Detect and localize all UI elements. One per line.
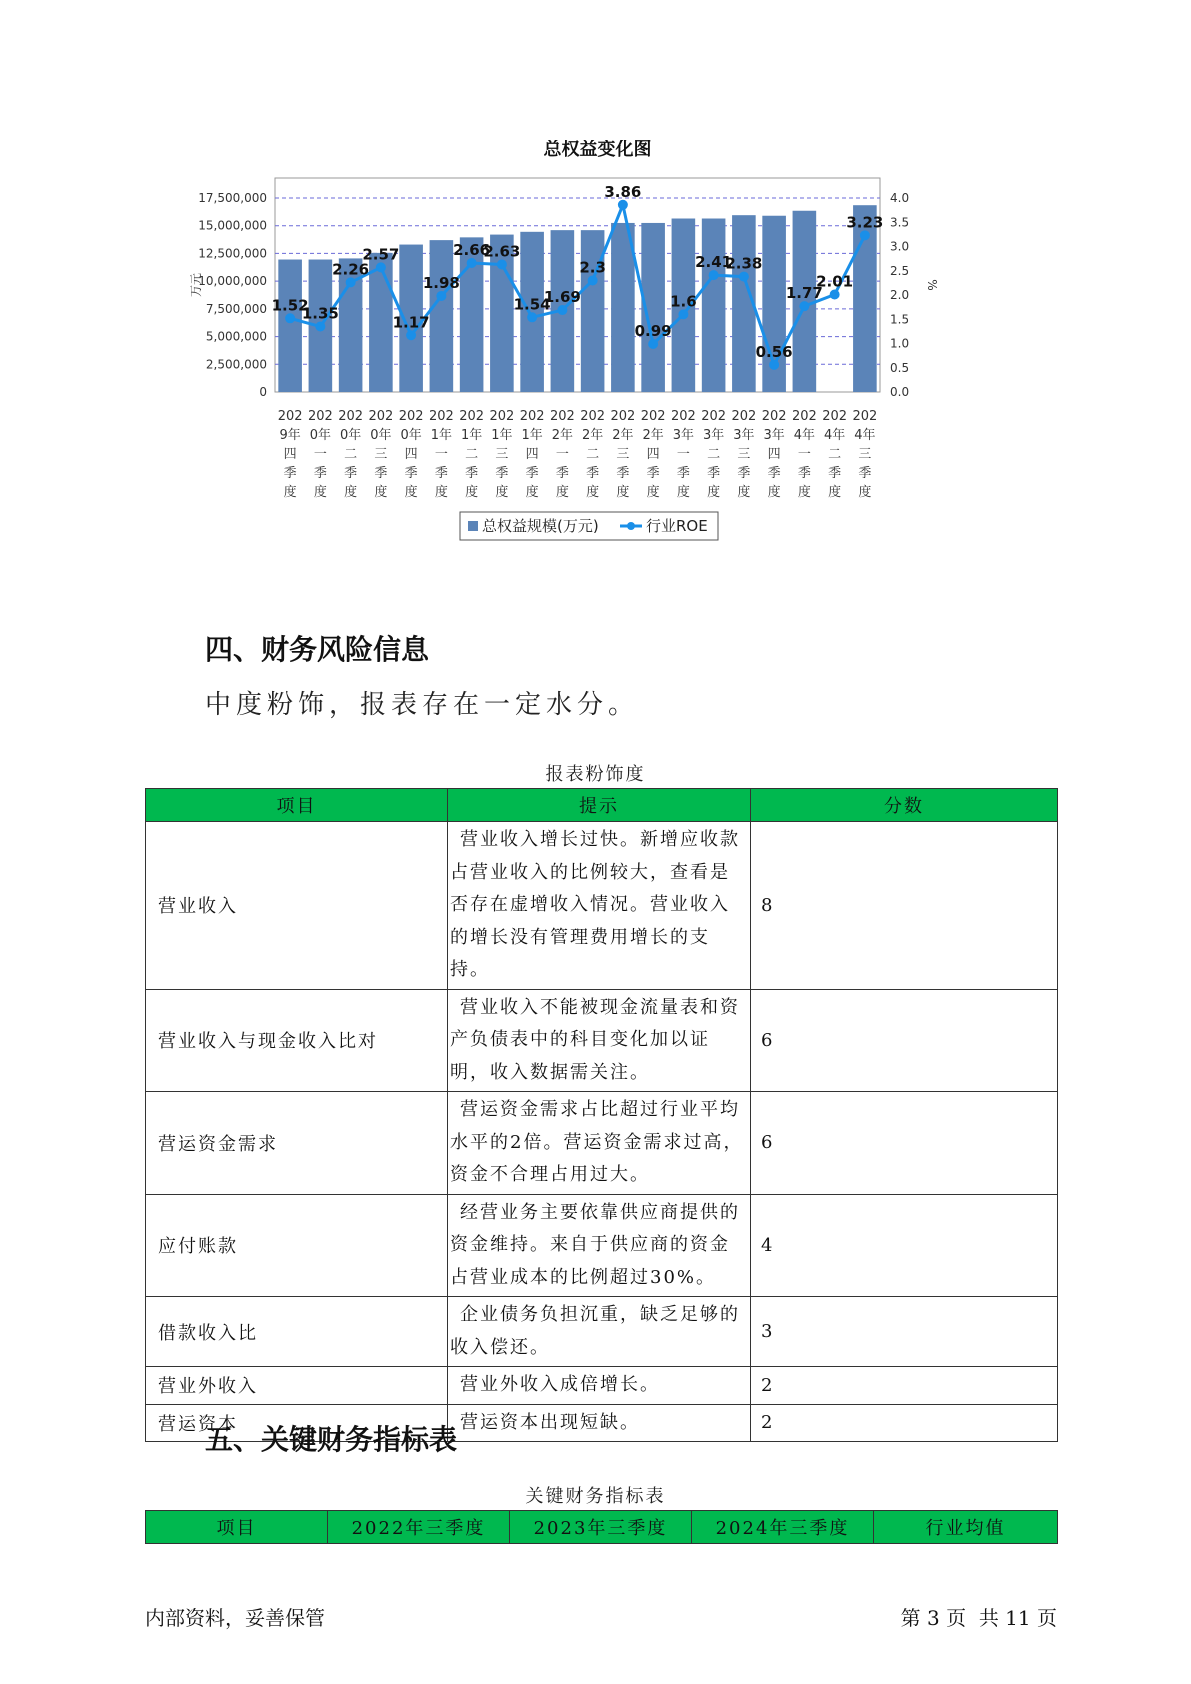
x-category-label: 度 <box>858 485 872 500</box>
x-category-label: 季 <box>434 466 448 481</box>
roe-point <box>588 275 598 285</box>
x-category-label: 季 <box>495 466 509 481</box>
x-category-label: 度 <box>313 485 327 500</box>
x-category-label: 二 <box>586 447 600 462</box>
risk-header-score: 分数 <box>751 789 1058 822</box>
x-category-label: 度 <box>646 485 660 500</box>
x-category-label: 季 <box>374 466 388 481</box>
y-tick-label: 0 <box>259 385 267 399</box>
x-category-label: 度 <box>374 485 388 500</box>
risk-item: 营运资金需求 <box>146 1092 448 1195</box>
x-category-label: 三 <box>858 447 872 462</box>
key-table <box>145 1510 1058 1544</box>
y2-tick-label: 3.5 <box>890 215 910 230</box>
x-category-label: 202 <box>338 409 364 424</box>
x-category-label: 一 <box>434 447 448 462</box>
section4-summary: 中度粉饰，报表存在一定水分。 <box>205 690 640 720</box>
x-category-label: 202 <box>701 409 727 424</box>
roe-point <box>346 277 356 287</box>
risk-hint: 营业收入增长过快。新增应收款占营业收入的比例较大，查看是否存在虚增收入情况。营业收入的增长没有管理费用增长的支持。 <box>448 822 751 990</box>
key-header-item: 项目 <box>146 1511 328 1544</box>
risk-table-header-row <box>146 789 1058 822</box>
x-category-label: 1年 <box>491 428 513 443</box>
x-category-label: 3年 <box>733 428 755 443</box>
legend-swatch-dot <box>627 522 635 530</box>
x-category-label: 2年 <box>551 428 574 443</box>
roe-data-label: 2.38 <box>725 254 763 273</box>
footer-page-number: 第 3 页 共 11 页 <box>900 1606 1057 1630</box>
roe-data-label: 1.52 <box>271 296 309 315</box>
x-category-label: 二 <box>707 447 721 462</box>
table-row <box>146 989 1058 1092</box>
roe-point <box>678 309 688 319</box>
x-category-label: 1年 <box>521 428 543 443</box>
risk-score: 2 <box>751 1367 1058 1405</box>
risk-table <box>145 788 1058 1442</box>
table-row <box>146 1297 1058 1367</box>
risk-item: 应付账款 <box>146 1194 448 1297</box>
roe-data-label: 1.98 <box>422 273 460 292</box>
x-category-label: 四 <box>525 447 539 462</box>
y-tick-label: 17,500,000 <box>198 191 267 205</box>
key-table-caption: 关键财务指标表 <box>525 1486 666 1507</box>
risk-score: 6 <box>751 989 1058 1092</box>
roe-data-label: 1.77 <box>785 284 823 303</box>
roe-data-label: 2.63 <box>483 242 521 261</box>
x-category-label: 二 <box>344 447 358 462</box>
risk-score: 3 <box>751 1297 1058 1367</box>
x-category-label: 202 <box>610 409 636 424</box>
x-category-label: 度 <box>767 485 781 500</box>
x-category-label: 202 <box>519 409 545 424</box>
roe-point <box>860 230 870 240</box>
roe-point <box>648 339 658 349</box>
x-category-label: 202 <box>791 409 817 424</box>
roe-data-label: 1.69 <box>543 288 581 307</box>
x-category-label: 季 <box>828 466 842 481</box>
y-tick-label: 2,500,000 <box>205 357 267 372</box>
y2-tick-label: 0.5 <box>890 360 910 375</box>
x-category-label: 4年 <box>823 428 846 443</box>
y-tick-label: 12,500,000 <box>198 246 267 261</box>
x-category-label: 9年 <box>279 428 301 443</box>
x-category-label: 202 <box>307 409 333 424</box>
x-category-label: 季 <box>525 466 539 481</box>
key-header-2022q3: 2022年三季度 <box>328 1511 510 1544</box>
x-category-label: 1年 <box>430 428 453 443</box>
roe-data-label: 0.99 <box>634 321 672 340</box>
x-category-label: 度 <box>586 485 600 500</box>
roe-data-label: 1.35 <box>301 304 339 323</box>
x-category-label: 度 <box>283 485 297 500</box>
y2-tick-label: 1.5 <box>890 312 910 327</box>
bar <box>430 240 454 392</box>
x-category-label: 季 <box>465 466 479 481</box>
x-category-label: 202 <box>459 409 485 424</box>
y-tick-label: 10,000,000 <box>198 274 267 289</box>
x-category-label: 0年 <box>400 428 422 443</box>
roe-data-label: 1.6 <box>670 292 697 311</box>
roe-data-label: 0.56 <box>755 342 793 361</box>
x-category-label: 度 <box>555 485 569 500</box>
x-category-label: 202 <box>731 409 757 424</box>
y2-tick-label: 2.5 <box>890 263 910 278</box>
risk-item: 营运资本 <box>146 1404 448 1442</box>
x-category-label: 一 <box>676 447 690 462</box>
table-row <box>146 1092 1058 1195</box>
table-row <box>146 1194 1058 1297</box>
roe-point <box>709 270 719 280</box>
roe-point <box>467 258 477 268</box>
x-category-label: 一 <box>313 447 327 462</box>
x-category-label: 四 <box>646 447 660 462</box>
bar <box>581 230 605 392</box>
risk-score: 6 <box>751 1092 1058 1195</box>
x-category-label: 度 <box>828 485 842 500</box>
risk-header-item: 项目 <box>146 789 448 822</box>
x-category-label: 4年 <box>854 428 876 443</box>
x-category-label: 202 <box>761 409 787 424</box>
x-category-label: 季 <box>616 466 630 481</box>
risk-header-hint: 提示 <box>448 789 751 822</box>
chart-title: 总权益变化图 <box>543 140 652 160</box>
equity-chart <box>180 140 1040 600</box>
x-category-label: 度 <box>616 485 630 500</box>
risk-score: 2 <box>751 1404 1058 1442</box>
x-category-label: 度 <box>707 485 721 500</box>
roe-point <box>436 291 446 301</box>
x-category-label: 202 <box>489 409 515 424</box>
x-category-label: 季 <box>676 466 690 481</box>
risk-hint: 营运资金需求占比超过行业平均水平的2倍。营运资金需求过高，资金不合理占用过大。 <box>448 1092 751 1195</box>
y2-tick-label: 1.0 <box>890 336 910 351</box>
x-category-label: 3年 <box>763 428 785 443</box>
y2-tick-label: 2.0 <box>890 288 910 302</box>
x-category-label: 度 <box>797 485 811 500</box>
bar <box>369 253 393 392</box>
x-category-label: 四 <box>283 447 297 462</box>
x-category-label: 202 <box>852 409 878 424</box>
risk-item: 营业收入 <box>146 822 448 990</box>
x-category-label: 4年 <box>793 428 816 443</box>
table-row <box>146 1367 1058 1405</box>
x-category-label: 度 <box>676 485 690 500</box>
bar <box>702 219 726 392</box>
x-category-label: 2年 <box>581 428 604 443</box>
x-category-label: 三 <box>495 447 509 462</box>
roe-data-label: 2.66 <box>453 240 491 259</box>
x-category-label: 2年 <box>642 428 664 443</box>
x-category-label: 度 <box>465 485 479 500</box>
roe-point <box>527 312 537 322</box>
x-category-label: 季 <box>404 466 418 481</box>
x-category-label: 度 <box>434 485 448 500</box>
roe-point <box>799 301 809 311</box>
x-category-label: 3年 <box>702 428 725 443</box>
y-tick-label: 7,500,000 <box>205 301 267 316</box>
risk-hint: 营业收入不能被现金流量表和资产负债表中的科目变化加以证明，收入数据需关注。 <box>448 989 751 1092</box>
x-category-label: 季 <box>737 466 751 481</box>
x-category-label: 0年 <box>339 428 362 443</box>
roe-data-label: 2.57 <box>362 245 400 264</box>
legend-label-bar: 总权益规模(万元) <box>482 517 599 535</box>
risk-hint: 营运资本出现短缺。 <box>448 1404 751 1442</box>
roe-data-label: 2.01 <box>816 272 854 291</box>
x-category-label: 202 <box>580 409 606 424</box>
risk-table-caption: 报表粉饰度 <box>545 764 646 785</box>
x-category-label: 二 <box>828 447 842 462</box>
risk-item: 营业外收入 <box>146 1367 448 1405</box>
y-tick-label: 5,000,000 <box>205 329 267 344</box>
x-category-label: 四 <box>767 447 781 462</box>
roe-point <box>769 360 779 370</box>
roe-data-label: 3.23 <box>846 213 884 232</box>
x-category-label: 202 <box>549 409 575 424</box>
x-category-label: 度 <box>525 485 539 500</box>
x-category-label: 季 <box>707 466 721 481</box>
y-axis-label: 万元 <box>189 272 203 298</box>
x-category-label: 0年 <box>370 428 392 443</box>
x-category-label: 2年 <box>612 428 634 443</box>
x-category-label: 202 <box>640 409 666 424</box>
x-category-label: 3年 <box>672 428 695 443</box>
y2-axis-label: % <box>925 279 939 291</box>
legend-label-line: 行业ROE <box>646 517 708 535</box>
x-category-label: 季 <box>344 466 358 481</box>
x-category-label: 四 <box>404 447 418 462</box>
risk-item: 借款收入比 <box>146 1297 448 1367</box>
roe-point <box>557 305 567 315</box>
x-category-label: 202 <box>822 409 848 424</box>
roe-data-label: 2.26 <box>332 260 370 279</box>
roe-point <box>830 290 840 300</box>
table-row <box>146 822 1058 990</box>
roe-point <box>497 259 507 269</box>
bar <box>278 260 302 392</box>
y2-tick-label: 4.0 <box>890 191 910 205</box>
x-category-label: 202 <box>428 409 454 424</box>
x-category-label: 季 <box>283 466 297 481</box>
x-category-label: 度 <box>495 485 509 500</box>
roe-point <box>315 322 325 332</box>
roe-data-label: 2.41 <box>695 253 733 272</box>
roe-point <box>739 272 749 282</box>
x-category-label: 季 <box>313 466 327 481</box>
x-category-label: 季 <box>767 466 781 481</box>
legend-swatch-bar <box>468 521 478 531</box>
roe-data-label: 1.54 <box>513 295 551 314</box>
section5-heading: 五、关键财务指标表 <box>205 1423 458 1456</box>
risk-hint: 经营业务主要依靠供应商提供的资金维持。来自于供应商的资金占营业成本的比例超过30%。 <box>448 1194 751 1297</box>
key-header-2024q3: 2024年三季度 <box>692 1511 874 1544</box>
x-category-label: 三 <box>616 447 630 462</box>
x-category-label: 1年 <box>460 428 483 443</box>
x-category-label: 三 <box>737 447 751 462</box>
risk-hint: 企业债务负担沉重，缺乏足够的收入偿还。 <box>448 1297 751 1367</box>
x-category-label: 一 <box>797 447 811 462</box>
x-category-label: 一 <box>555 447 569 462</box>
risk-score: 4 <box>751 1194 1058 1297</box>
footer-confidential: 内部资料，妥善保管 <box>145 1606 325 1630</box>
roe-point <box>618 200 628 210</box>
risk-item: 营业收入与现金收入比对 <box>146 989 448 1092</box>
roe-data-label: 2.3 <box>579 258 606 277</box>
x-category-label: 度 <box>737 485 751 500</box>
equity-chart-svg <box>180 140 1040 600</box>
x-category-label: 季 <box>797 466 811 481</box>
key-header-2023q3: 2023年三季度 <box>510 1511 692 1544</box>
x-category-label: 度 <box>404 485 418 500</box>
x-category-label: 季 <box>555 466 569 481</box>
y2-tick-label: 3.0 <box>890 239 910 254</box>
roe-point <box>285 313 295 323</box>
roe-data-label: 1.17 <box>392 313 430 332</box>
x-category-label: 季 <box>586 466 600 481</box>
roe-point <box>406 330 416 340</box>
y-tick-label: 15,000,000 <box>198 218 267 233</box>
x-category-label: 202 <box>277 409 303 424</box>
x-category-label: 0年 <box>309 428 332 443</box>
x-category-label: 202 <box>670 409 696 424</box>
x-category-label: 季 <box>646 466 660 481</box>
x-category-label: 202 <box>398 409 424 424</box>
x-category-label: 三 <box>374 447 388 462</box>
risk-hint: 营业外收入成倍增长。 <box>448 1367 751 1405</box>
key-header-industry-avg: 行业均值 <box>874 1511 1058 1544</box>
x-category-label: 季 <box>858 466 872 481</box>
risk-score: 8 <box>751 822 1058 990</box>
key-table-header-row <box>146 1511 1058 1544</box>
roe-data-label: 3.86 <box>604 182 642 201</box>
section4-heading: 四、财务风险信息 <box>205 633 430 666</box>
x-category-label: 度 <box>344 485 358 500</box>
x-category-label: 202 <box>368 409 394 424</box>
x-category-label: 二 <box>465 447 479 462</box>
roe-point <box>376 262 386 272</box>
y2-tick-label: 0.0 <box>890 385 910 399</box>
